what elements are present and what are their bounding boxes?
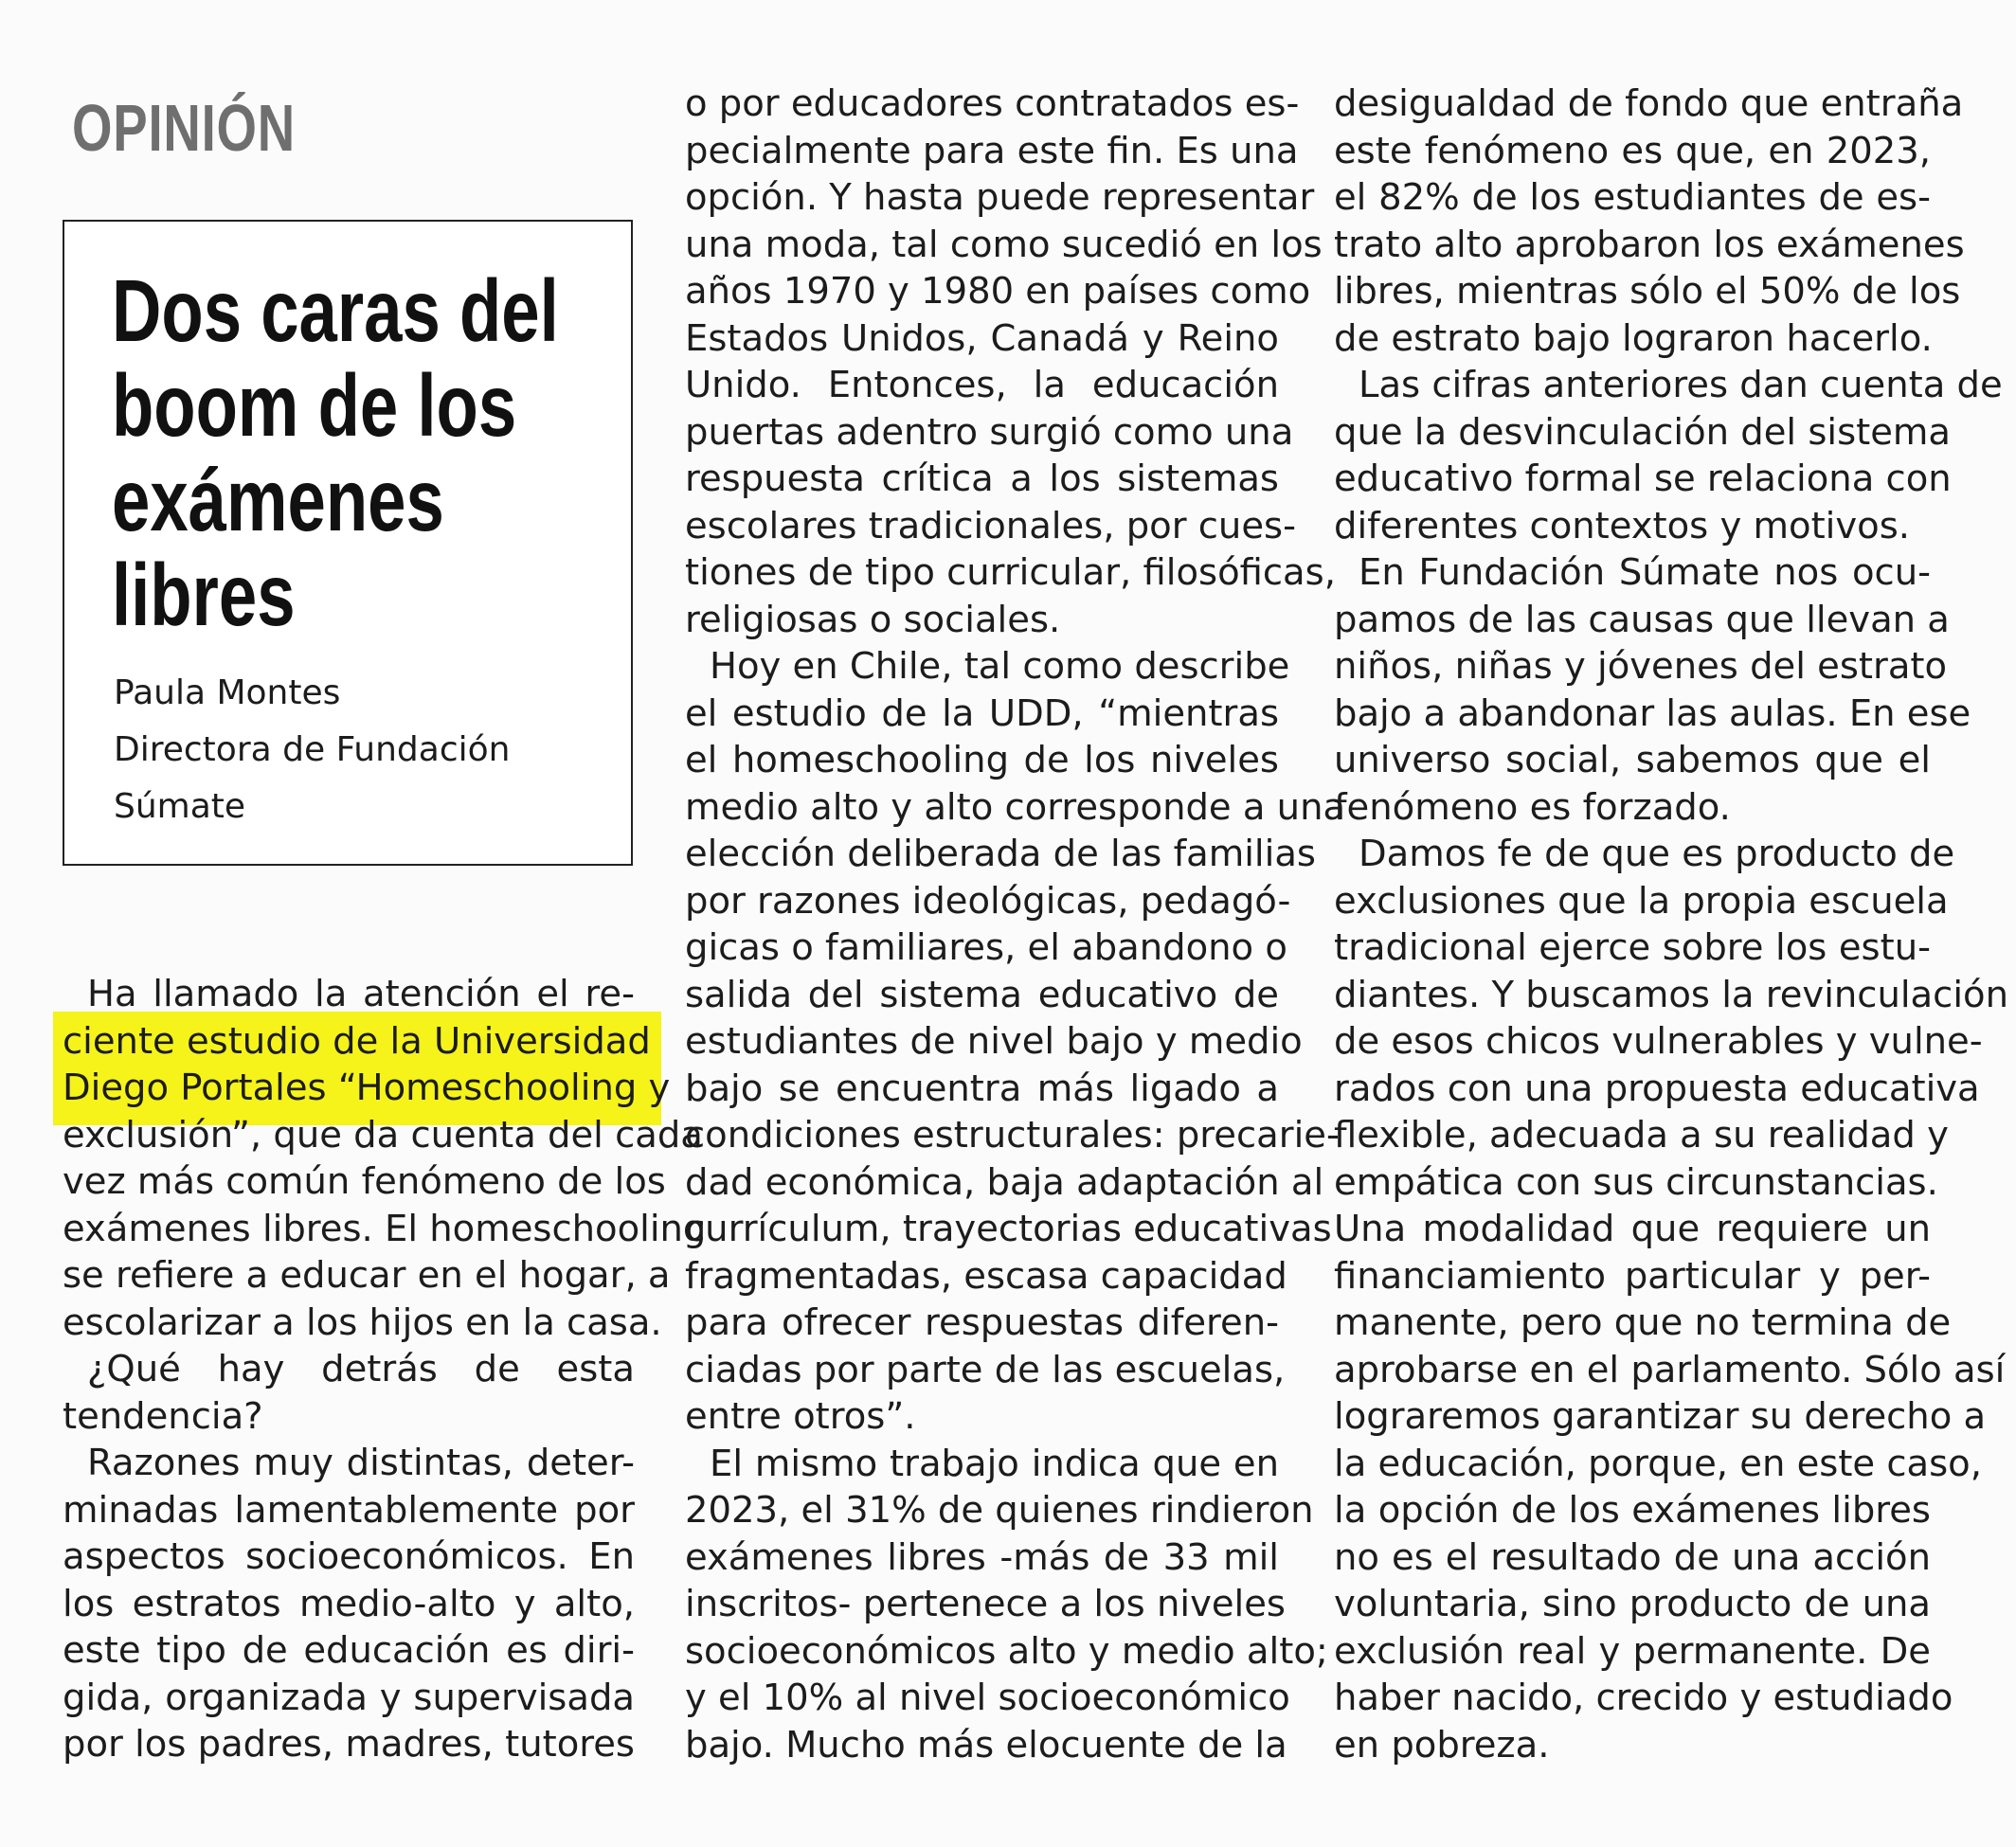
text-line: diferentes contextos y motivos. (1334, 504, 1910, 547)
text-line: Una modalidad que requiere un (1334, 1208, 1931, 1250)
text-line: y el 10% al nivel socioeconómico (685, 1677, 1290, 1719)
text-line: ciente estudio de la Universidad (63, 1019, 651, 1063)
text-line: de esos chicos vulnerables y vulne- (1334, 1020, 1983, 1063)
text-line: tradicional ejerce sobre los estu- (1334, 926, 1931, 969)
text-line: Estados Unidos, Canadá y Reino (685, 316, 1279, 360)
text-line: entre otros”. (685, 1395, 916, 1438)
text-line: se refiere a educar en el hogar, a (63, 1254, 671, 1297)
text-line: lograremos garantizar su derecho a (1334, 1395, 1987, 1438)
text-line: la educación, porque, en este caso, (1334, 1442, 1982, 1485)
text-line: desigualdad de fondo que entraña (1334, 82, 1964, 125)
text-line: una moda, tal como sucedió en los (685, 223, 1323, 266)
text-line: el homeschooling de los niveles (685, 739, 1279, 781)
text-line: ¿Qué hay detrás de esta (87, 1348, 635, 1390)
text-line: tiones de tipo curricular, filosóficas, (685, 551, 1336, 594)
text-line: bajo. Mucho más elocuente de la (685, 1723, 1287, 1766)
text-line: fenómeno es forzado. (1334, 785, 1731, 829)
text-line: haber nacido, crecido y estudiado (1334, 1677, 1953, 1719)
text-line: exámenes libres -más de 33 mil (685, 1535, 1279, 1579)
headline-line: exámenes (112, 451, 444, 549)
section-label: OPINIÓN (72, 91, 297, 165)
text-line: medio alto y alto corresponde a una (685, 785, 1346, 829)
text-line: rados con una propuesta educativa (1334, 1067, 1980, 1110)
headline-line: boom de los (112, 356, 517, 455)
text-line: los estratos medio-alto y alto, (63, 1582, 635, 1625)
text-line: bajo a abandonar las aulas. En ese (1334, 691, 1971, 735)
text-line: manente, pero que no termina de (1334, 1301, 1952, 1344)
text-line: El mismo trabajo indica que en (710, 1442, 1279, 1485)
text-line: flexible, adecuada a su realidad y (1334, 1114, 1949, 1157)
text-line: minadas lamentablemente por (63, 1488, 635, 1532)
text-line: escolarizar a los hijos en la casa. (63, 1300, 662, 1344)
text-line: socioeconómicos alto y medio alto; (685, 1629, 1328, 1673)
text-line: escolares tradicionales, por cues- (685, 504, 1296, 547)
text-line: opción. Y hasta puede representar (685, 176, 1315, 219)
text-line: bajo se encuentra más ligado a (685, 1067, 1279, 1110)
text-line: que la desvinculación del sistema (1334, 410, 1952, 454)
text-line: condiciones estructurales: precarie- (685, 1114, 1340, 1157)
article-column-3 (1334, 81, 2008, 1768)
text-line: exclusión”, que da cuenta del cada (63, 1113, 703, 1157)
text-line: Ha llamado la atención el re- (87, 973, 635, 1015)
headline-line: Dos caras del (112, 261, 559, 360)
text-line: elección deliberada de las familias (685, 833, 1316, 875)
text-line: gida, organizada y supervisada (63, 1676, 635, 1719)
text-line: diantes. Y buscamos la revinculación (1334, 973, 2008, 1016)
text-line: exclusiones que la propia escuela (1334, 879, 1949, 923)
byline (114, 665, 510, 835)
article-column-1 (63, 971, 707, 1768)
text-line: para ofrecer respuestas diferen- (685, 1301, 1279, 1344)
text-line: o por educadores contratados es- (685, 82, 1300, 125)
author-title: Directora de Fundación (114, 730, 511, 769)
text-line: aprobarse en el parlamento. Sólo así (1334, 1348, 2006, 1391)
author-name: Paula Montes (114, 673, 341, 712)
text-line: pecialmente para este fin. Es una (685, 129, 1299, 172)
headline (112, 263, 629, 642)
text-line: Las cifras anteriores dan cuenta de (1359, 364, 2003, 406)
text-line: por razones ideológicas, pedagó- (685, 879, 1291, 923)
text-line: niños, niñas y jóvenes del estrato (1334, 645, 1948, 688)
text-line: la opción de los exámenes libres (1334, 1489, 1931, 1532)
text-line: Unido. Entonces, la educación (685, 364, 1279, 406)
text-line: ciadas por parte de las escuelas, (685, 1348, 1286, 1391)
headline-line: libres (112, 546, 296, 644)
text-line: En Fundación Súmate nos ocu- (1359, 551, 1931, 594)
text-line: salida del sistema educativo de (685, 973, 1279, 1016)
text-line: educativo formal se relaciona con (1334, 457, 1952, 500)
headline-box (63, 220, 633, 866)
text-line: en pobreza. (1334, 1723, 1550, 1766)
text-line: pamos de las causas que llevan a (1334, 598, 1950, 641)
text-line: vez más común fenómeno de los (63, 1160, 666, 1203)
text-line: puertas adentro surgió como una (685, 410, 1294, 454)
text-line: Razones muy distintas, deter- (87, 1442, 635, 1484)
article-column-2 (685, 81, 1346, 1768)
text-line: currículum, trayectorias educativas (685, 1208, 1332, 1250)
text-line: trato alto aprobaron los exámenes (1334, 223, 1965, 266)
text-line: gicas o familiares, el abandono o (685, 926, 1287, 969)
text-line: exámenes libres. El homeschooling (63, 1207, 707, 1250)
text-line: Hoy en Chile, tal como describe (710, 645, 1290, 688)
text-line: aspectos socioeconómicos. En (63, 1535, 635, 1578)
text-line: libres, mientras sólo el 50% de los (1334, 270, 1961, 313)
text-line: empática con sus circunstancias. (1334, 1160, 1938, 1204)
text-line: Damos fe de que es producto de (1359, 833, 1955, 875)
text-line: inscritos- pertenece a los niveles (685, 1583, 1286, 1625)
text-line: respuesta crítica a los sistemas (685, 457, 1279, 500)
author-title: Súmate (114, 787, 246, 826)
text-line: dad económica, baja adaptación al (685, 1160, 1324, 1204)
text-line: este fenómeno es que, en 2023, (1334, 129, 1931, 172)
text-line: de estrato bajo lograron hacerlo. (1334, 316, 1933, 360)
text-line: estudiantes de nivel bajo y medio (685, 1020, 1303, 1063)
text-line: no es el resultado de una acción (1334, 1535, 1931, 1579)
text-line: financiamiento particular y per- (1334, 1254, 1931, 1298)
text-line: 2023, el 31% de quienes rindieron (685, 1489, 1314, 1532)
text-line: el 82% de los estudiantes de es- (1334, 176, 1931, 219)
text-line: años 1970 y 1980 en países como (685, 270, 1311, 313)
text-line: fragmentadas, escasa capacidad (685, 1254, 1287, 1298)
text-line: exclusión real y permanente. De (1334, 1629, 1931, 1673)
text-line: por los padres, madres, tutores (63, 1723, 635, 1766)
text-line: tendencia? (63, 1394, 263, 1438)
text-line: el estudio de la UDD, “mientras (685, 691, 1279, 735)
text-line: religiosas o sociales. (685, 598, 1061, 641)
text-line: Diego Portales “Homeschooling y (63, 1067, 671, 1109)
text-line: voluntaria, sino producto de una (1334, 1583, 1931, 1625)
text-line: este tipo de educación es diri- (63, 1629, 635, 1672)
text-line: universo social, sabemos que el (1334, 739, 1931, 781)
